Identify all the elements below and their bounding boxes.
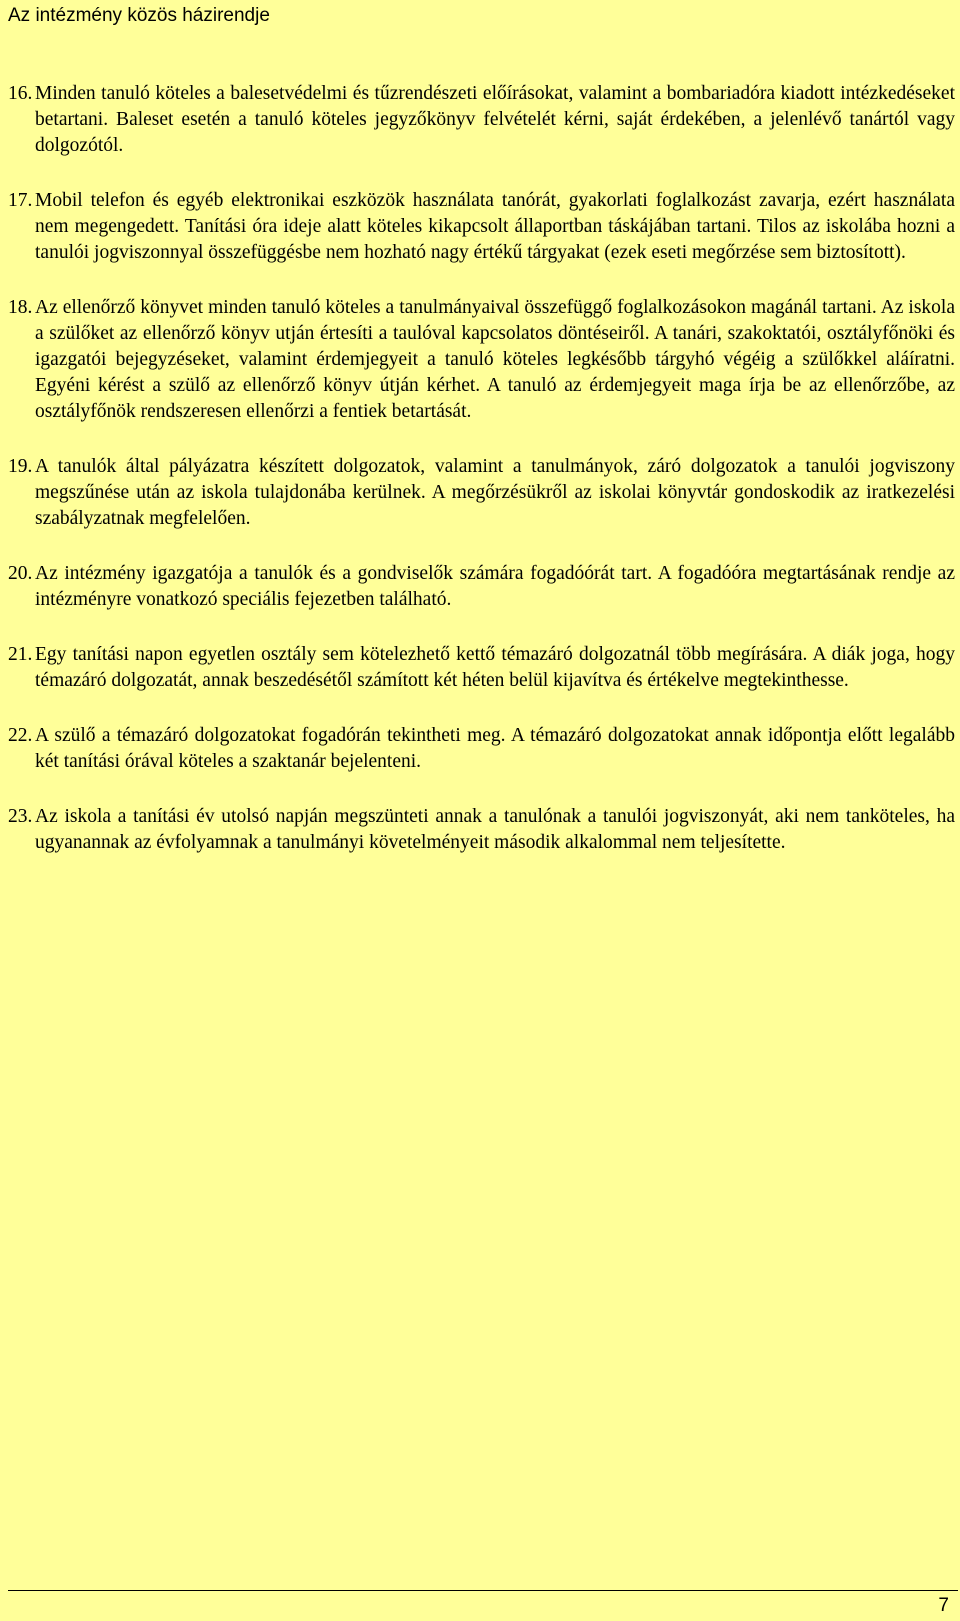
rule-text: Az intézmény igazgatója a tanulók és a gondviselők számára fogadóórát tart. A fogadóóra megtartásának rendje az intézményre vonatkozó speciális fejezetben található.: [35, 563, 955, 610]
rule-text: Az ellenőrző könyvet minden tanuló köteles a tanulmányaival összefüggő foglalkozásokon magánál tartani. Az iskola a szülőket az ellenőrző könyv utján értesíti a taulóval kapcsolatos döntéseiről. A tanári, szakoktatói, osztályfőnöki és igazgatói bejegyzéseket, valamint érdemjegyeit a tanuló köteles legkésőbb tárgyhó végéig a szülőkkel aláíratni. Egyéni kérést a szülő az ellenőrző könyv útján kérhet. A tanuló az érdemjegyeit maga írja be az ellenőrzőbe, az osztályfőnök rendszeresen ellenőrzi a fentiek betartását.: [35, 297, 955, 422]
rule-text: A tanulók által pályázatra készített dolgozatok, valamint a tanulmányok, záró dolgozatok a tanulói jogviszony megszűnése után az iskola tulajdonába kerülnek. A megőrzésükről az iskolai könyvtár gondoskodik az iratkezelési szabályzatnak megfelelően.: [35, 456, 955, 529]
rule-item-22: [8, 723, 955, 775]
rules-list: [8, 81, 955, 885]
rule-number: 18.: [8, 297, 33, 318]
rule-number: 23.: [8, 806, 33, 827]
rule-number: 22.: [8, 725, 33, 746]
rule-item-23: [8, 804, 955, 856]
rule-number: 20.: [8, 563, 33, 584]
page-header-title: Az intézmény közös házirendje: [8, 5, 270, 26]
rule-item-21: [8, 642, 955, 694]
rule-number: 17.: [8, 190, 33, 211]
rule-text: Az iskola a tanítási év utolsó napján megszünteti annak a tanulónak a tanulói jogviszonyát, aki nem tanköteles, ha ugyanannak az évfolyamnak a tanulmányi követelményeit második alkalommal nem teljesítette.: [35, 806, 955, 853]
rule-item-20: [8, 561, 955, 613]
rule-item-17: [8, 188, 955, 266]
rule-number: 19.: [8, 456, 33, 477]
rule-text: A szülő a témazáró dolgozatokat fogadórán tekintheti meg. A témazáró dolgozatokat annak időpontja előtt legalább két tanítási órával köteles a szaktanár bejelenteni.: [35, 725, 955, 772]
rule-item-19: [8, 454, 955, 532]
footer-divider: [8, 1590, 958, 1591]
rule-text: Mobil telefon és egyéb elektronikai eszközök használata tanórát, gyakorlati foglalkozást zavarja, ezért használata nem megengedett. Tanítási óra ideje alatt köteles kikapcsolt állaportban táskájában tartani. Tilos az iskolába hozni a tanulói jogviszonnyal összefüggésbe nem hozható nagy értékű tárgyakat (ezek eseti megőrzése sem biztosított).: [35, 190, 955, 263]
rule-item-16: [8, 81, 955, 159]
rule-text: Minden tanuló köteles a balesetvédelmi és tűzrendészeti előírásokat, valamint a bombariadóra kiadott intézkedéseket betartani. Baleset esetén a tanuló köteles jegyzőkönyv felvételét kérni, saját érdekében, a jelenlévő tanártól vagy dolgozótól.: [35, 83, 955, 156]
rule-text: Egy tanítási napon egyetlen osztály sem kötelezhető kettő témazáró dolgozatnál több megírására. A diák joga, hogy témazáró dolgozatát, annak beszedésétől számított két héten belül kijavítva és értékelve megtekinthesse.: [35, 644, 955, 691]
page-number: 7: [938, 1595, 949, 1616]
rule-number: 16.: [8, 83, 33, 104]
rule-number: 21.: [8, 644, 33, 665]
rule-item-18: [8, 295, 955, 425]
